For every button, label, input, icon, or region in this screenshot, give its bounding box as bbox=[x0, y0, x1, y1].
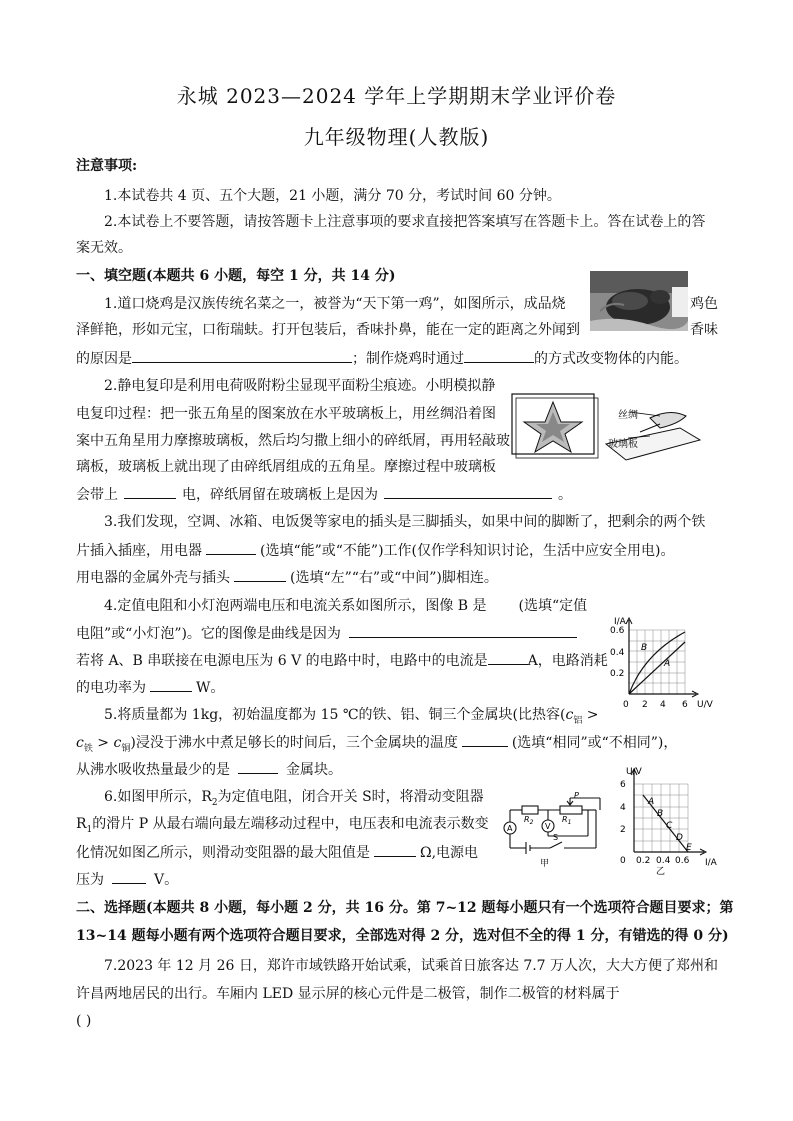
circuit-diagram-jia bbox=[500, 790, 610, 870]
point-label: B bbox=[657, 809, 664, 819]
q1-line1: 1.道口烧鸡是汉族传统名菜之一，被誉为“天下第一鸡”，如图所示，成品烧 bbox=[104, 296, 566, 312]
r1-label: $R_1$ bbox=[562, 815, 572, 826]
caption-jia: 甲 bbox=[540, 859, 550, 869]
xtick: 0.4 bbox=[656, 856, 671, 866]
notes-item-2-cont: 案无效。 bbox=[76, 240, 132, 256]
xtick: 4 bbox=[660, 700, 666, 710]
roast-chicken-photo bbox=[590, 271, 688, 331]
section2-heading-line1: 二、选择题(本题共 8 小题，每小题 2 分，共 16 分。第 7~12 题每小题只有一个选项符合题目要求；第 bbox=[76, 900, 734, 916]
xtick: 0.6 bbox=[675, 856, 690, 866]
q2-line2: 电复印过程：把一张五角星的图案放在水平玻璃板上，用丝绸沿着图 bbox=[76, 406, 496, 422]
iu-graph-q4 bbox=[604, 614, 719, 714]
r2-label: $R_2$ bbox=[524, 815, 534, 826]
ylabel: U/V bbox=[626, 767, 642, 777]
xtick: 0 bbox=[620, 856, 626, 866]
q6-line2: $R_1$的滑片 P 从最右端向最左端移动过程中，电压表和电流表示数变 bbox=[76, 816, 489, 835]
xtick: 0.2 bbox=[636, 856, 651, 866]
point-label: E bbox=[686, 843, 692, 853]
slider-p-label: P bbox=[574, 791, 579, 800]
ammeter-label: A bbox=[507, 824, 513, 833]
notes-item-2: 2.本试卷上不要答题，请按答题卡上注意事项的要求直接把答案填写在答题卡上。答在试卷上的答 bbox=[104, 214, 706, 230]
silk-label: 丝绸 bbox=[618, 410, 638, 421]
ui-graph-yi bbox=[612, 764, 722, 876]
q2-line1: 2.静电复印是利用电荷吸附粉尘显现平面粉尘痕迹。小明模拟静 bbox=[104, 378, 496, 394]
ytick: 0.2 bbox=[610, 669, 625, 679]
q5-line2: $c_铁 > c_铜$)浸没于沸水中煮足够长的时间后，三个金属块的温度 (选填“相同”或“不相同”)， bbox=[76, 732, 677, 759]
page-subtitle: 九年级物理(人教版) bbox=[303, 125, 490, 149]
xtick: 2 bbox=[642, 700, 648, 710]
q4-line4: 的电功率为 W。 bbox=[76, 677, 224, 698]
q2-line4: 璃板，玻璃板上就出现了由碎纸屑组成的五角星。摩擦过程中玻璃板 bbox=[76, 459, 496, 475]
page-title: 永城 2023—2024 学年上学期期末学业评价卷 bbox=[176, 84, 617, 108]
glass-label: 玻璃板 bbox=[608, 439, 638, 450]
section2-heading-line2: 13~14 题每小题有两个选项符合题目要求，全部选对得 2 分，选对但不全的得 1 分，有错选的得 0 分) bbox=[76, 928, 729, 944]
q6-line4: 压为 V。 bbox=[76, 869, 178, 890]
q1-line3: 的原因是 ；制作烧鸡时通过 的方式改变物体的内能。 bbox=[76, 348, 688, 369]
q5-line1: 5.将质量都为 1kg，初始温度都为 15 ℃的铁、铝、铜三个金属块(比热容($c_铝$ > bbox=[104, 707, 599, 726]
ylabel: I/A bbox=[614, 617, 626, 627]
notes-item-1: 1.本试卷共 4 页、五个大题，21 小题，满分 70 分，考试时间 60 分钟。 bbox=[104, 188, 561, 204]
q2-line3: 案中五角星用力摩擦玻璃板，然后均匀撒上细小的碎纸屑，再用轻敲玻 bbox=[76, 433, 510, 449]
q3-line1: 3.我们发现，空调、冰箱、电饭煲等家电的插头是三脚插头，如果中间的脚断了，把剩余的两个铁 bbox=[104, 514, 706, 530]
curve-label-b: B bbox=[641, 643, 648, 653]
electrostatic-copy-figure bbox=[510, 388, 710, 468]
ytick: 2 bbox=[620, 825, 626, 835]
q5-line3: 从沸水吸收热量最少的是 金属块。 bbox=[76, 759, 342, 780]
point-label: C bbox=[666, 821, 673, 831]
point-label: A bbox=[648, 797, 655, 807]
q6-line1: 6.如图甲所示，$R_2$为定值电阻，闭合开关 S时，将滑动变阻器 bbox=[104, 789, 484, 808]
xtick: 6 bbox=[682, 700, 688, 710]
ytick: 0.4 bbox=[610, 648, 625, 658]
ytick: 0.6 bbox=[610, 626, 625, 636]
q7-line2: 许昌两地居民的出行。车厢内 LED 显示屏的核心元件是二极管，制作二极管的材料属于 bbox=[76, 986, 620, 1002]
q1-line2: 泽鲜艳，形如元宝，口衔瑞蚨。打开包装后，香味扑鼻，能在一定的距离之外闻到 bbox=[76, 322, 580, 338]
q4-line3: 若将 A、B 串联接在电源电压为 6 V 的电路中时，电路中的电流是 A，电路消耗 bbox=[76, 650, 608, 671]
section1-heading: 一、填空题(本题共 6 小题，每空 1 分，共 14 分) bbox=[76, 268, 396, 284]
q1-line1-right: 鸡色 bbox=[690, 296, 718, 312]
caption-yi: 乙 bbox=[656, 867, 666, 876]
q4-line1: 4.定值电阻和小灯泡两端电压和电流关系如图所示，图像 B 是 (选填“定值 bbox=[104, 598, 588, 614]
switch-s-label: S bbox=[553, 833, 559, 842]
notes-heading: 注意事项: bbox=[76, 158, 138, 174]
xlabel: U/V bbox=[697, 700, 713, 710]
point-label: D bbox=[676, 833, 683, 843]
q2-line5: 会带上 电，碎纸屑留在玻璃板上是因为 。 bbox=[76, 484, 572, 505]
q4-line2: 电阻”或“小灯泡”)。它的图像是曲线是因为 bbox=[76, 623, 577, 644]
curve-label-a: A bbox=[664, 659, 671, 669]
q3-line2: 片插入插座，用电器 (选填“能”或“不能”)工作(仅作学科知识讨论，生活中应安全用电)。 bbox=[76, 540, 674, 561]
ytick: 4 bbox=[620, 803, 626, 813]
q3-line3: 用电器的金属外壳与插头 (选填“左”“右”或“中间”)脚相连。 bbox=[76, 567, 498, 588]
xlabel: I/A bbox=[705, 858, 717, 868]
voltmeter-label: V bbox=[545, 822, 551, 831]
q6-line3: 化情况如图乙所示，则滑动变阻器的最大阻值是 Ω,电源电 bbox=[76, 842, 478, 863]
q7-line1: 7.2023 年 12 月 26 日，郑许市域铁路开始试乘，试乘首日旅客达 7.7 万人次，大大方便了郑州和 bbox=[104, 958, 719, 974]
q7-answer-bracket: ( ) bbox=[76, 1013, 92, 1029]
ytick: 6 bbox=[620, 780, 626, 790]
q1-line2-right: 香味 bbox=[690, 322, 718, 338]
xtick: 0 bbox=[623, 700, 629, 710]
